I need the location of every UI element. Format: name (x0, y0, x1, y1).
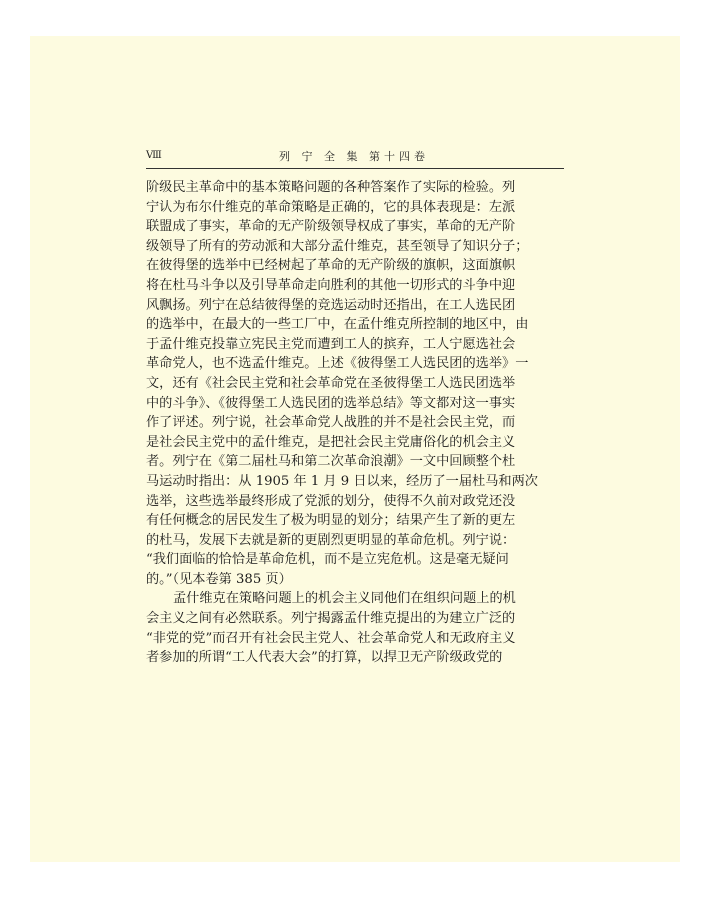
text-line: 是社会民主党中的孟什维克，是把社会民主党庸俗化的机会主义 (146, 434, 516, 450)
body-text (146, 178, 566, 668)
text-line: 者参加的所谓“工人代表大会”的打算，以捍卫无产阶级政党的 (146, 650, 503, 666)
text-line: 者。列宁在《第二届杜马和第二次革命浪潮》一文中回顾整个杜 (146, 454, 516, 470)
text-line: 作了评述。列宁说，社会革命党人战胜的并不是社会民主党，而 (146, 415, 516, 431)
text-line: 联盟成了事实，革命的无产阶级领导权成了事实，革命的无产阶 (146, 219, 516, 235)
text-line: 的。”（见本卷第 385 页） (146, 571, 292, 587)
text-line: 的选举中，在最大的一些工厂中，在孟什维克所控制的地区中，由 (146, 317, 529, 333)
text-line: 的杜马，发展下去就是新的更剧烈更明显的革命危机。列宁说： (146, 532, 516, 548)
text-line: 在彼得堡的选举中已经树起了革命的无产阶级的旗帜，这面旗帜 (146, 258, 516, 274)
text-line: 马运动时指出：从 1905 年 1 月 9 日以来，经历了一届杜马和两次 (146, 473, 538, 489)
text-line: 中的斗争》、《彼得堡工人选民团的选举总结》等文都对这一事实 (146, 395, 516, 411)
text-line: 阶级民主革命中的基本策略问题的各种答案作了实际的检验。列 (146, 180, 516, 195)
text-line: 选举，这些选举最终形成了党派的划分，使得不久前对政党还没 (146, 493, 516, 509)
text-line: 文，还有《社会民主党和社会革命党在圣彼得堡工人选民团选举 (146, 375, 516, 391)
text-line: 革命党人，也不选孟什维克。上述《彼得堡工人选民团的选举》一 (146, 356, 529, 372)
text-line: 于孟什维克投靠立宪民主党而遭到工人的摈弃，工人宁愿选社会 (146, 336, 516, 352)
text-line: 风飘扬。列宁在总结彼得堡的竞选运动时还指出，在工人选民团 (146, 297, 516, 313)
text-line: 将在杜马斗争以及引导革命走向胜利的其他一切形式的斗争中迎 (146, 277, 516, 293)
text-line: 有任何概念的居民发生了极为明显的划分；结果产生了新的更左 (146, 513, 516, 529)
paragraph-first-line: 孟什维克在策略问题上的机会主义同他们在组织问题上的机 (173, 591, 516, 607)
page-number: Ⅷ (146, 150, 162, 161)
page-header (146, 148, 564, 169)
text-line: 宁认为布尔什维克的革命策略是正确的，它的具体表现是：左派 (146, 199, 516, 215)
text-line: “我们面临的恰恰是革命危机，而不是立宪危机。这是毫无疑问 (146, 552, 509, 568)
running-title: 列 宁 全 集 第十四卷 (279, 150, 429, 163)
text-line: 级领导了所有的劳动派和大部分孟什维克，甚至领导了知识分子； (146, 238, 529, 254)
text-line: “非党的党”而召开有社会民主党人、社会革命党人和无政府主义 (146, 630, 516, 646)
text-line: 会主义之间有必然联系。列宁揭露孟什维克提出的为建立广泛的 (146, 611, 516, 627)
